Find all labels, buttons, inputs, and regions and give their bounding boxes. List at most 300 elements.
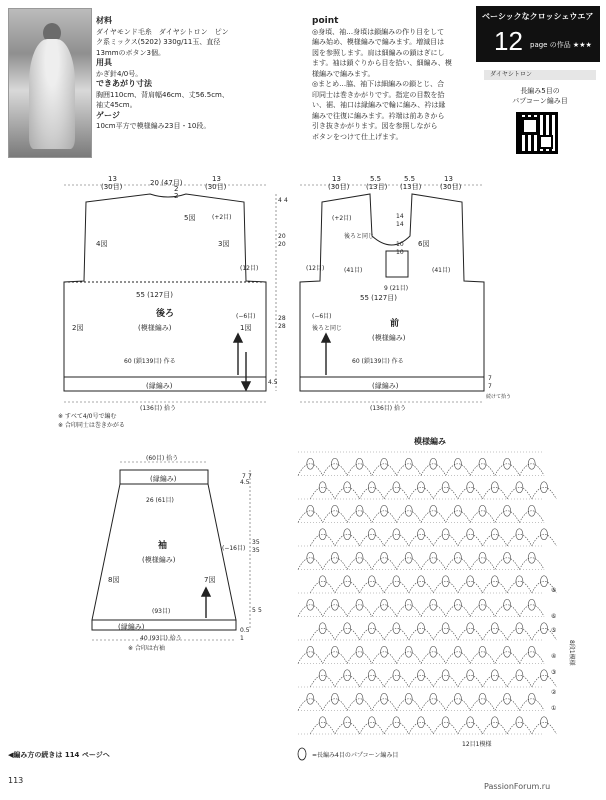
chain-arch — [507, 722, 532, 734]
chain-arch — [433, 581, 458, 593]
dim-label: 7 — [248, 473, 252, 480]
popcorn-stitch-icon — [479, 599, 486, 610]
chain-arch — [446, 699, 471, 711]
chain-arch — [347, 511, 372, 523]
qr-label-line: 長編み5目の — [520, 87, 560, 95]
popcorn-stitch-icon — [307, 552, 314, 563]
dim-label: 5 — [258, 607, 262, 614]
popcorn-stitch-icon — [454, 505, 461, 516]
chain-arch — [507, 487, 532, 499]
popcorn-stitch-icon — [405, 693, 412, 704]
chain-arch — [519, 652, 544, 664]
popcorn-stitch-icon — [479, 646, 486, 657]
chain-arch — [335, 581, 360, 593]
row-label: ③ — [551, 669, 557, 676]
popcorn-stitch-icon — [504, 646, 511, 657]
popcorn-stitch-icon — [307, 505, 314, 516]
popcorn-stitch-icon — [430, 693, 437, 704]
chain-arch — [519, 699, 544, 711]
popcorn-stitch-icon — [298, 748, 306, 760]
popcorn-stitch-icon — [430, 552, 437, 563]
chain-arch — [372, 511, 397, 523]
popcorn-stitch-icon — [467, 482, 474, 493]
popcorn-stitch-icon — [405, 599, 412, 610]
popcorn-stitch-icon — [430, 505, 437, 516]
dim-label: (136目) 拾う — [140, 405, 177, 412]
popcorn-stitch-icon — [504, 505, 511, 516]
popcorn-stitch-icon — [307, 646, 314, 657]
popcorn-stitch-icon — [430, 646, 437, 657]
chain-arch — [495, 558, 520, 570]
chain-arch — [532, 675, 557, 687]
row-label: ④ — [551, 653, 557, 660]
chain-arch — [335, 722, 360, 734]
popcorn-stitch-icon — [418, 529, 425, 540]
popcorn-stitch-icon — [356, 552, 363, 563]
dim-label: 5 — [252, 607, 256, 614]
popcorn-stitch-icon — [467, 529, 474, 540]
chain-arch — [483, 628, 508, 640]
dim-label: 14 — [396, 221, 404, 228]
chain-arch — [360, 722, 385, 734]
sleeve-title: 袖 — [158, 541, 168, 551]
materials-heading: 材料 — [96, 16, 112, 25]
chain-arch — [483, 675, 508, 687]
dim-label: 2 — [174, 192, 179, 200]
popcorn-stitch-icon — [356, 599, 363, 610]
row-label: ② — [551, 689, 557, 696]
dim-label: (41目) — [344, 267, 363, 274]
dim-label: 4.5 — [268, 379, 278, 386]
series-title: ベーシックなクロッシェウエア — [482, 12, 594, 21]
fig-label: 5図 — [184, 214, 196, 222]
chain-arch — [519, 605, 544, 617]
chain-arch — [298, 652, 323, 664]
chain-arch — [372, 652, 397, 664]
dim-label: 28 — [278, 323, 286, 330]
popcorn-stitch-icon — [528, 505, 535, 516]
chain-arch — [384, 628, 409, 640]
popcorn-stitch-icon — [541, 623, 548, 634]
front-subtitle: (模様編み) — [372, 334, 406, 342]
dim-label: 20 — [278, 233, 286, 240]
chain-arch — [470, 464, 495, 476]
point-line: ボタンをつけて仕上げます。 — [312, 132, 403, 141]
materials-line: ク系ミックス(5202) 330g/11玉、直径 — [96, 38, 221, 46]
dim-label: 35 — [252, 547, 260, 554]
popcorn-stitch-icon — [541, 670, 548, 681]
dim-label: 26 (61目) — [146, 497, 174, 504]
popcorn-stitch-icon — [442, 623, 449, 634]
popcorn-stitch-icon — [319, 670, 326, 681]
chain-arch — [347, 699, 372, 711]
border-label: (縁編み) — [372, 382, 399, 390]
chain-arch — [409, 534, 434, 546]
chain-arch — [458, 675, 483, 687]
popcorn-stitch-icon — [418, 670, 425, 681]
dim-label: (+2目) — [212, 214, 232, 221]
row-label: ⑥ — [551, 613, 557, 620]
border-label: (縁編み) — [118, 623, 145, 631]
dim-label: (13目) — [366, 183, 388, 191]
chain-arch — [347, 652, 372, 664]
dim-label: 28 — [278, 315, 286, 322]
dim-label: 7 — [488, 375, 492, 382]
popcorn-stitch-icon — [541, 529, 548, 540]
chain-arch — [360, 675, 385, 687]
chain-arch — [433, 487, 458, 499]
chain-arch — [483, 722, 508, 734]
pattern-repeat-vertical: 8段1模様 — [568, 640, 575, 666]
popcorn-stitch-icon — [541, 482, 548, 493]
dim-label: (93目) — [152, 608, 171, 615]
popcorn-stitch-icon — [381, 599, 388, 610]
row-label: ① — [551, 705, 557, 712]
popcorn-stitch-icon — [344, 670, 351, 681]
point-line: 編み始め、模様編みで編みます。増減目は — [312, 38, 445, 46]
popcorn-stitch-icon — [516, 576, 523, 587]
chain-arch — [446, 464, 471, 476]
point-line: い、裾、袖口は縁編みで輪に編み、衿は縁 — [312, 101, 446, 109]
dim-label: 後ろと同じ — [344, 233, 375, 240]
popcorn-stitch-icon — [528, 552, 535, 563]
popcorn-stitch-icon — [405, 646, 412, 657]
pattern-legend: =長編み4目のパプコーン編み目 — [312, 752, 399, 759]
materials-line: 13mmのボタン3個。 — [96, 48, 165, 57]
dim-label: (+2目) — [332, 215, 352, 222]
fig-label: 4図 — [96, 240, 108, 248]
dim-label: (−6目) — [236, 313, 256, 320]
popcorn-stitch-icon — [504, 458, 511, 469]
popcorn-stitch-icon — [528, 693, 535, 704]
popcorn-stitch-icon — [442, 482, 449, 493]
pattern-chart — [298, 452, 556, 734]
chain-arch — [323, 511, 348, 523]
popcorn-stitch-icon — [516, 482, 523, 493]
popcorn-stitch-icon — [368, 529, 375, 540]
materials-line: ダイヤモンド毛糸 ダイヤシトロン ピン — [96, 27, 229, 36]
size-line: 袖丈45cm。 — [96, 101, 137, 109]
border-label: (縁編み) — [150, 475, 177, 483]
dim-label: 40 (93目) 拾う — [140, 635, 182, 642]
sleeve-subtitle: (模様編み) — [142, 556, 176, 564]
row-label: ⑤ — [551, 627, 557, 634]
chain-arch — [310, 628, 335, 640]
popcorn-stitch-icon — [368, 623, 375, 634]
dim-label: 0.5 — [240, 627, 250, 634]
chain-arch — [323, 605, 348, 617]
dim-label: 20 — [278, 241, 286, 248]
dim-label: (30目) — [440, 183, 462, 191]
popcorn-stitch-icon — [405, 458, 412, 469]
dim-label: 1 — [240, 635, 244, 642]
chain-arch — [360, 487, 385, 499]
chain-arch — [396, 464, 421, 476]
popcorn-stitch-icon — [491, 670, 498, 681]
popcorn-stitch-icon — [319, 482, 326, 493]
chain-arch — [396, 605, 421, 617]
point-line: 編みで往復に編みます。衿端は前あきから — [312, 111, 445, 120]
popcorn-stitch-icon — [368, 670, 375, 681]
chain-arch — [532, 534, 557, 546]
chain-arch — [421, 464, 446, 476]
popcorn-stitch-icon — [541, 717, 548, 728]
chain-arch — [458, 722, 483, 734]
chain-arch — [409, 487, 434, 499]
chain-arch — [470, 511, 495, 523]
chain-arch — [310, 534, 335, 546]
chain-arch — [335, 675, 360, 687]
dim-label: 続けて拾う — [486, 394, 512, 400]
popcorn-stitch-icon — [430, 458, 437, 469]
pattern-repeat-horizontal: 12目1模様 — [462, 741, 492, 748]
chain-arch — [323, 652, 348, 664]
popcorn-stitch-icon — [454, 599, 461, 610]
chain-arch — [483, 487, 508, 499]
size-line: 胸囲110cm、背肩幅46cm、丈56.5cm、 — [96, 90, 229, 99]
dim-label: (12目) — [240, 265, 259, 272]
popcorn-stitch-icon — [479, 552, 486, 563]
chain-arch — [310, 581, 335, 593]
popcorn-stitch-icon — [454, 458, 461, 469]
popcorn-stitch-icon — [516, 529, 523, 540]
dim-label: 10 — [396, 241, 404, 248]
dim-label: 4 — [278, 197, 282, 204]
popcorn-stitch-icon — [356, 458, 363, 469]
chain-arch — [507, 628, 532, 640]
popcorn-stitch-icon — [516, 717, 523, 728]
popcorn-stitch-icon — [504, 693, 511, 704]
popcorn-stitch-icon — [344, 576, 351, 587]
chain-arch — [360, 628, 385, 640]
dim-label: (30目) — [101, 183, 123, 191]
popcorn-stitch-icon — [528, 599, 535, 610]
popcorn-stitch-icon — [381, 693, 388, 704]
qr-label-line: パプコーン編み目 — [512, 97, 568, 105]
chain-arch — [483, 581, 508, 593]
chain-arch — [335, 628, 360, 640]
size-heading: できあがり寸法 — [96, 79, 152, 88]
popcorn-stitch-icon — [381, 505, 388, 516]
popcorn-stitch-icon — [319, 576, 326, 587]
watermark: PassionForum.ru — [484, 782, 551, 791]
popcorn-stitch-icon — [491, 529, 498, 540]
popcorn-stitch-icon — [491, 576, 498, 587]
popcorn-stitch-icon — [467, 623, 474, 634]
popcorn-stitch-icon — [442, 529, 449, 540]
popcorn-stitch-icon — [541, 576, 548, 587]
chain-arch — [433, 628, 458, 640]
dim-label: 7 — [242, 473, 246, 480]
popcorn-stitch-icon — [356, 693, 363, 704]
chain-arch — [519, 511, 544, 523]
popcorn-stitch-icon — [344, 482, 351, 493]
popcorn-stitch-icon — [356, 505, 363, 516]
popcorn-stitch-icon — [393, 529, 400, 540]
dim-label: 14 — [396, 213, 404, 220]
chain-arch — [372, 464, 397, 476]
note-line: ※ 合印同士は巻きかがる — [58, 422, 125, 429]
tools-text: かぎ針4/0号。 — [96, 69, 143, 78]
dim-label: (136目) 拾う — [370, 405, 407, 412]
page-number: 113 — [8, 776, 24, 785]
chain-arch — [495, 605, 520, 617]
chain-arch — [360, 581, 385, 593]
chain-arch — [372, 699, 397, 711]
chain-arch — [532, 487, 557, 499]
chain-arch — [298, 605, 323, 617]
popcorn-stitch-icon — [442, 576, 449, 587]
popcorn-stitch-icon — [381, 646, 388, 657]
popcorn-stitch-icon — [418, 576, 425, 587]
chain-arch — [396, 652, 421, 664]
popcorn-stitch-icon — [442, 670, 449, 681]
chain-arch — [483, 534, 508, 546]
border-label: (縁編み) — [146, 382, 173, 390]
dim-label: 13 — [108, 175, 117, 183]
chain-arch — [409, 628, 434, 640]
dim-label: 4 — [284, 197, 288, 204]
dim-label: 後ろと同じ — [312, 325, 343, 332]
popcorn-stitch-icon — [479, 458, 486, 469]
chain-arch — [372, 558, 397, 570]
chain-arch — [360, 534, 385, 546]
popcorn-stitch-icon — [319, 529, 326, 540]
fig-label: 8図 — [108, 576, 120, 584]
dim-label: 9 (21目) — [384, 285, 409, 292]
chain-arch — [495, 652, 520, 664]
arrow-head — [322, 334, 330, 342]
chain-arch — [458, 487, 483, 499]
popcorn-stitch-icon — [331, 693, 338, 704]
popcorn-stitch-icon — [491, 482, 498, 493]
dim-label: (60目) 拾う — [146, 455, 179, 462]
popcorn-stitch-icon — [331, 458, 338, 469]
popcorn-stitch-icon — [479, 693, 486, 704]
chain-arch — [421, 511, 446, 523]
point-line: ◎まとめ…脇、袖下は細編みの鎖とじ、合 — [312, 80, 445, 88]
chain-arch — [433, 534, 458, 546]
gauge-text: 10cm平方で模様編み23目・10段。 — [96, 122, 211, 130]
popcorn-stitch-icon — [331, 646, 338, 657]
popcorn-stitch-icon — [454, 646, 461, 657]
dim-label: (−6目) — [312, 313, 332, 320]
chain-arch — [495, 511, 520, 523]
popcorn-stitch-icon — [467, 670, 474, 681]
popcorn-stitch-icon — [331, 505, 338, 516]
chain-arch — [470, 605, 495, 617]
popcorn-stitch-icon — [307, 693, 314, 704]
tools-heading: 用具 — [96, 58, 112, 67]
dim-label: 20 (47目) — [150, 179, 183, 187]
chain-arch — [298, 699, 323, 711]
popcorn-stitch-icon — [319, 717, 326, 728]
series-suffix: page の作品 ★★★ — [530, 41, 592, 49]
chain-arch — [384, 487, 409, 499]
popcorn-stitch-icon — [418, 623, 425, 634]
point-line: ◎身頃、袖…身頃は鎖編みの作り目をして — [312, 27, 445, 36]
popcorn-stitch-icon — [516, 623, 523, 634]
chain-arch — [433, 722, 458, 734]
dim-label: 13 — [212, 175, 221, 183]
popcorn-stitch-icon — [528, 646, 535, 657]
fig-label: 6図 — [418, 240, 430, 248]
popcorn-stitch-icon — [393, 670, 400, 681]
popcorn-stitch-icon — [393, 717, 400, 728]
front-title: 前 — [390, 319, 400, 329]
chain-arch — [446, 511, 471, 523]
dim-label: 13 — [444, 175, 453, 183]
continued-note: ◀編み方の続きは 114 ページへ — [8, 751, 110, 759]
popcorn-stitch-icon — [504, 552, 511, 563]
point-line: 図を参照します。肩は細編みの鎖はぎにし — [312, 48, 445, 57]
chain-arch — [507, 534, 532, 546]
arrow-head — [242, 382, 250, 390]
chain-arch — [519, 558, 544, 570]
popcorn-stitch-icon — [479, 505, 486, 516]
chain-arch — [396, 699, 421, 711]
popcorn-stitch-icon — [405, 505, 412, 516]
chain-arch — [396, 511, 421, 523]
dim-label: 5.5 — [370, 175, 382, 183]
chain-arch — [384, 581, 409, 593]
popcorn-stitch-icon — [491, 717, 498, 728]
chain-arch — [532, 722, 557, 734]
point-line: 引き抜きかがります。図を参照しながら — [312, 122, 438, 130]
point-heading: point — [312, 16, 339, 26]
chain-arch — [396, 558, 421, 570]
chain-arch — [519, 464, 544, 476]
back-outline — [64, 194, 266, 377]
popcorn-stitch-icon — [356, 646, 363, 657]
dim-label: 2 — [174, 185, 179, 193]
chain-arch — [335, 534, 360, 546]
popcorn-stitch-icon — [307, 458, 314, 469]
pattern-title: 模様編み — [414, 437, 446, 446]
chain-arch — [298, 558, 323, 570]
popcorn-stitch-icon — [381, 458, 388, 469]
fig-label: 3図 — [218, 240, 230, 248]
chain-arch — [310, 487, 335, 499]
popcorn-stitch-icon — [319, 623, 326, 634]
popcorn-stitch-icon — [331, 599, 338, 610]
note-line: ※ 合印は右袖 — [128, 645, 165, 652]
popcorn-stitch-icon — [393, 576, 400, 587]
back-subtitle: (模様編み) — [138, 324, 172, 332]
chain-arch — [421, 652, 446, 664]
chain-arch — [372, 605, 397, 617]
chain-arch — [310, 675, 335, 687]
sleeve-cuff — [92, 620, 236, 630]
popcorn-stitch-icon — [307, 599, 314, 610]
chain-arch — [507, 581, 532, 593]
point-line: ます。袖は鎖ぐりから目を拾い、細編み、模 — [312, 59, 452, 67]
popcorn-stitch-icon — [454, 552, 461, 563]
chain-arch — [507, 675, 532, 687]
popcorn-stitch-icon — [331, 552, 338, 563]
popcorn-stitch-icon — [381, 552, 388, 563]
popcorn-stitch-icon — [467, 576, 474, 587]
popcorn-stitch-icon — [368, 717, 375, 728]
chain-arch — [446, 605, 471, 617]
popcorn-stitch-icon — [430, 599, 437, 610]
row-label: ⑧ — [551, 587, 557, 594]
back-title: 後ろ — [156, 309, 175, 319]
fig-label: 1図 — [240, 324, 252, 332]
chain-arch — [446, 652, 471, 664]
popcorn-stitch-icon — [418, 717, 425, 728]
dim-label: (30目) — [205, 183, 227, 191]
